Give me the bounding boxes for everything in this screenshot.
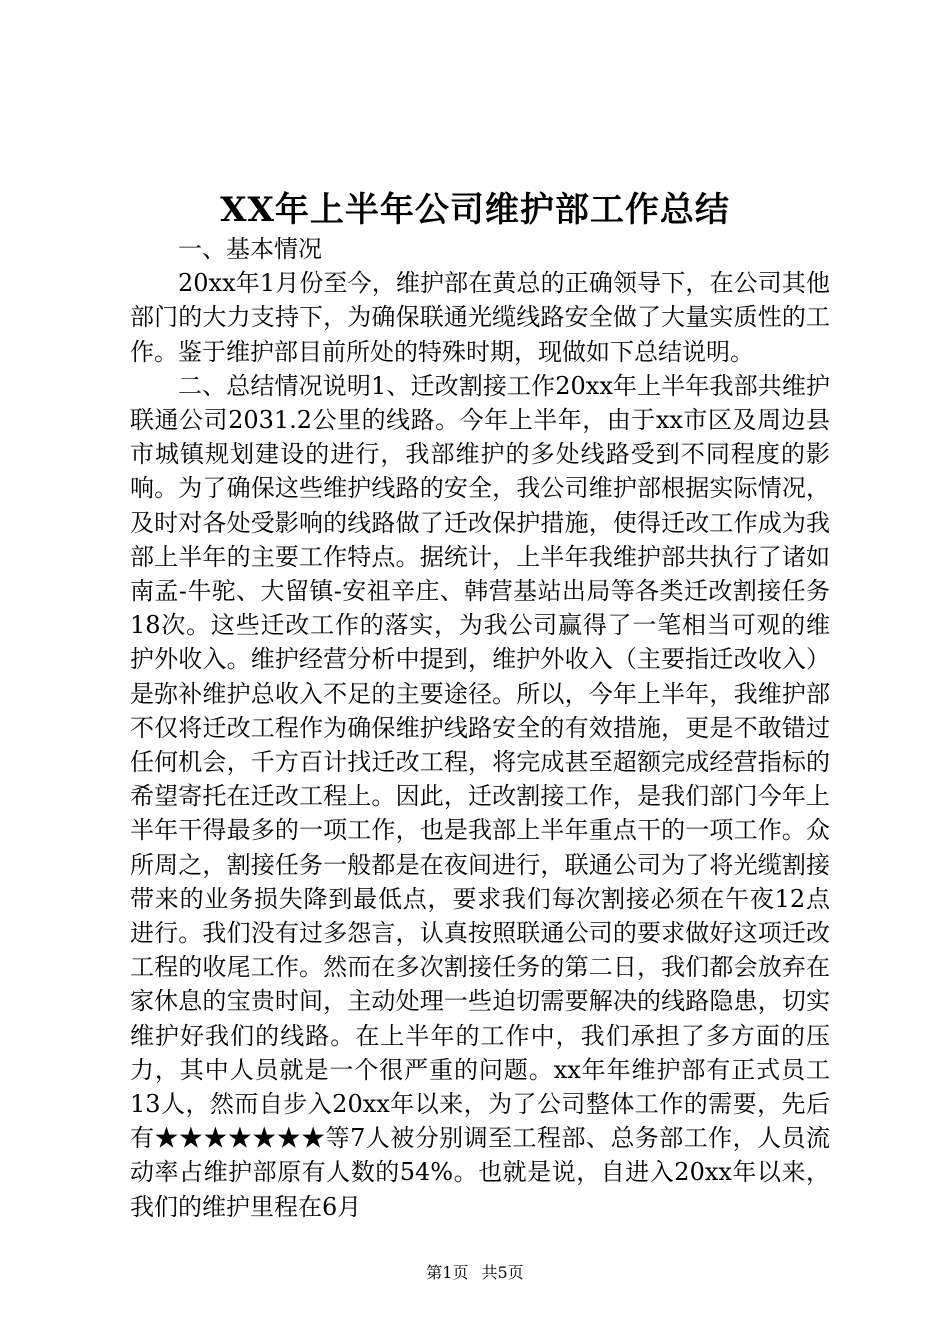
paragraph-summary: 二、总结情况说明1、迁改割接工作20xx年上半年我部共维护联通公司2031.2公里的线路。今年上半年，由于xx市区及周边县市城镇规划建设的进行，我部维护的多处线路受到不同程度的影响。为了确保这些维护线路的安全，我公司维护部根据实际情况，及时对各处受影响的线路做了迁改保护措施，使得迁改工作成为我部上半年的主要工作特点。据统计，上半年我维护部共执行了诸如南孟-牛驼、大留镇-安祖辛庄、韩营基站出局等各类迁改割接任务18次。这些迁改工作的落实，为我公司赢得了一笔相当可观的维护外收入。维护经营分析中提到，维护外收入（主要指迁改收入）是弥补维护总收入不足的主要途径。所以，今年上半年，我维护部不仅将迁改工程作为确保维护线路安全的有效措施，更是不敢错过任何机会，千方百计找迁改工程，将完成甚至超额完成经营指标的希望寄托在迁改工程上。因此，迁改割接工作，是我们部门今年上半年干得最多的一项工作，也是我部上半年重点干的一项工作。众所周之，割接任务一般都是在夜间进行，联通公司为了将光缆割接带来的业务损失降到最低点，要求我们每次割接必须在午夜12点进行。我们没有过多怨言，认真按照联通公司的要求做好这项迁改工程的收尾工作。然而在多次割接任务的第二日，我们都会放弃在家休息的宝贵时间，主动处理一些迫切需要解决的线路隐患，切实维护好我们的线路。在上半年的工作中，我们承担了多方面的压力，其中人员就是一个很严重的问题。xx年年维护部有正式员工13人，然而自步入20xx年以来，为了公司整体工作的需要，先后有★★★★★★★等7人被分别调至工程部、总务部工作，人员流动率占维护部原有人数的54%。也就是说，自进入20xx年以来，我们的维护里程在6月: [130, 371, 830, 1221]
document-body: [130, 232, 830, 1224]
page-footer: [0, 1262, 950, 1284]
document-title: XX年上半年公司维护部工作总结: [220, 190, 730, 230]
paragraph-overview: 20xx年1月份至今，维护部在黄总的正确领导下，在公司其他部门的大力支持下，为确保联通光缆线路安全做了大量实质性的工作。鉴于维护部目前所处的特殊时期，现做如下总结说明。: [130, 269, 830, 366]
page-total: 共5页: [481, 1263, 524, 1282]
section-heading-basic-situation: 一、基本情况: [178, 235, 322, 263]
page-number: 第1页: [426, 1263, 469, 1282]
